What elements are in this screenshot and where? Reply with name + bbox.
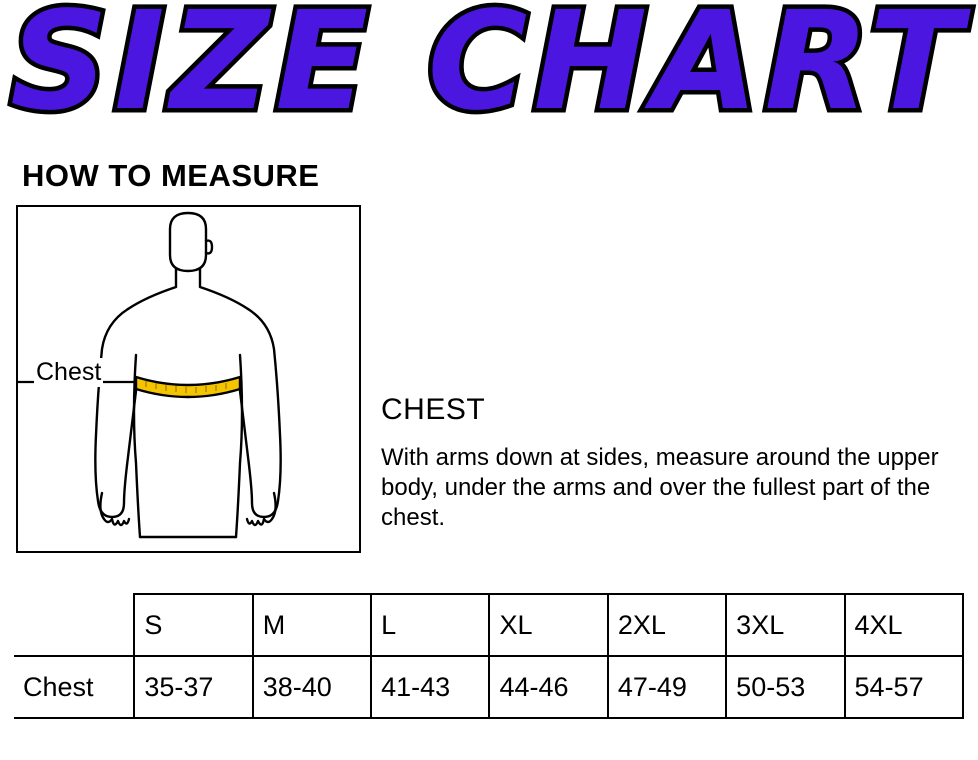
table-header-cell: S: [134, 594, 252, 656]
table-header-cell: L: [371, 594, 489, 656]
table-cell: 38-40: [253, 656, 371, 718]
table-cell: 35-37: [134, 656, 252, 718]
chest-description-heading: CHEST: [381, 393, 486, 426]
table-header-cell: XL: [489, 594, 607, 656]
size-table: [14, 593, 964, 719]
table-header-cell: 2XL: [608, 594, 726, 656]
chest-description-body: With arms down at sides, measure around the upper body, under the arms and over the fullest part of the chest.: [381, 444, 939, 531]
chest-measure-label: Chest: [36, 358, 102, 386]
table-cell: 44-46: [489, 656, 607, 718]
page-title-text: SIZE CHART: [10, 0, 968, 141]
how-to-measure-heading: HOW TO MEASURE: [22, 158, 320, 193]
title-graphic: [0, 0, 978, 148]
size-table-wrapper: [14, 593, 964, 719]
table-corner-cell: [14, 594, 134, 656]
table-row-header: [14, 594, 963, 656]
table-header-cell: 4XL: [845, 594, 963, 656]
tape-measure: [136, 377, 240, 397]
table-row: [14, 656, 963, 718]
page-title: [0, 0, 978, 146]
table-header-cell: M: [253, 594, 371, 656]
chest-description: [381, 393, 971, 533]
table-header-cell: 3XL: [726, 594, 844, 656]
table-row-label: Chest: [14, 656, 134, 718]
table-cell: 47-49: [608, 656, 726, 718]
table-cell: 54-57: [845, 656, 963, 718]
table-cell: 50-53: [726, 656, 844, 718]
table-cell: 41-43: [371, 656, 489, 718]
